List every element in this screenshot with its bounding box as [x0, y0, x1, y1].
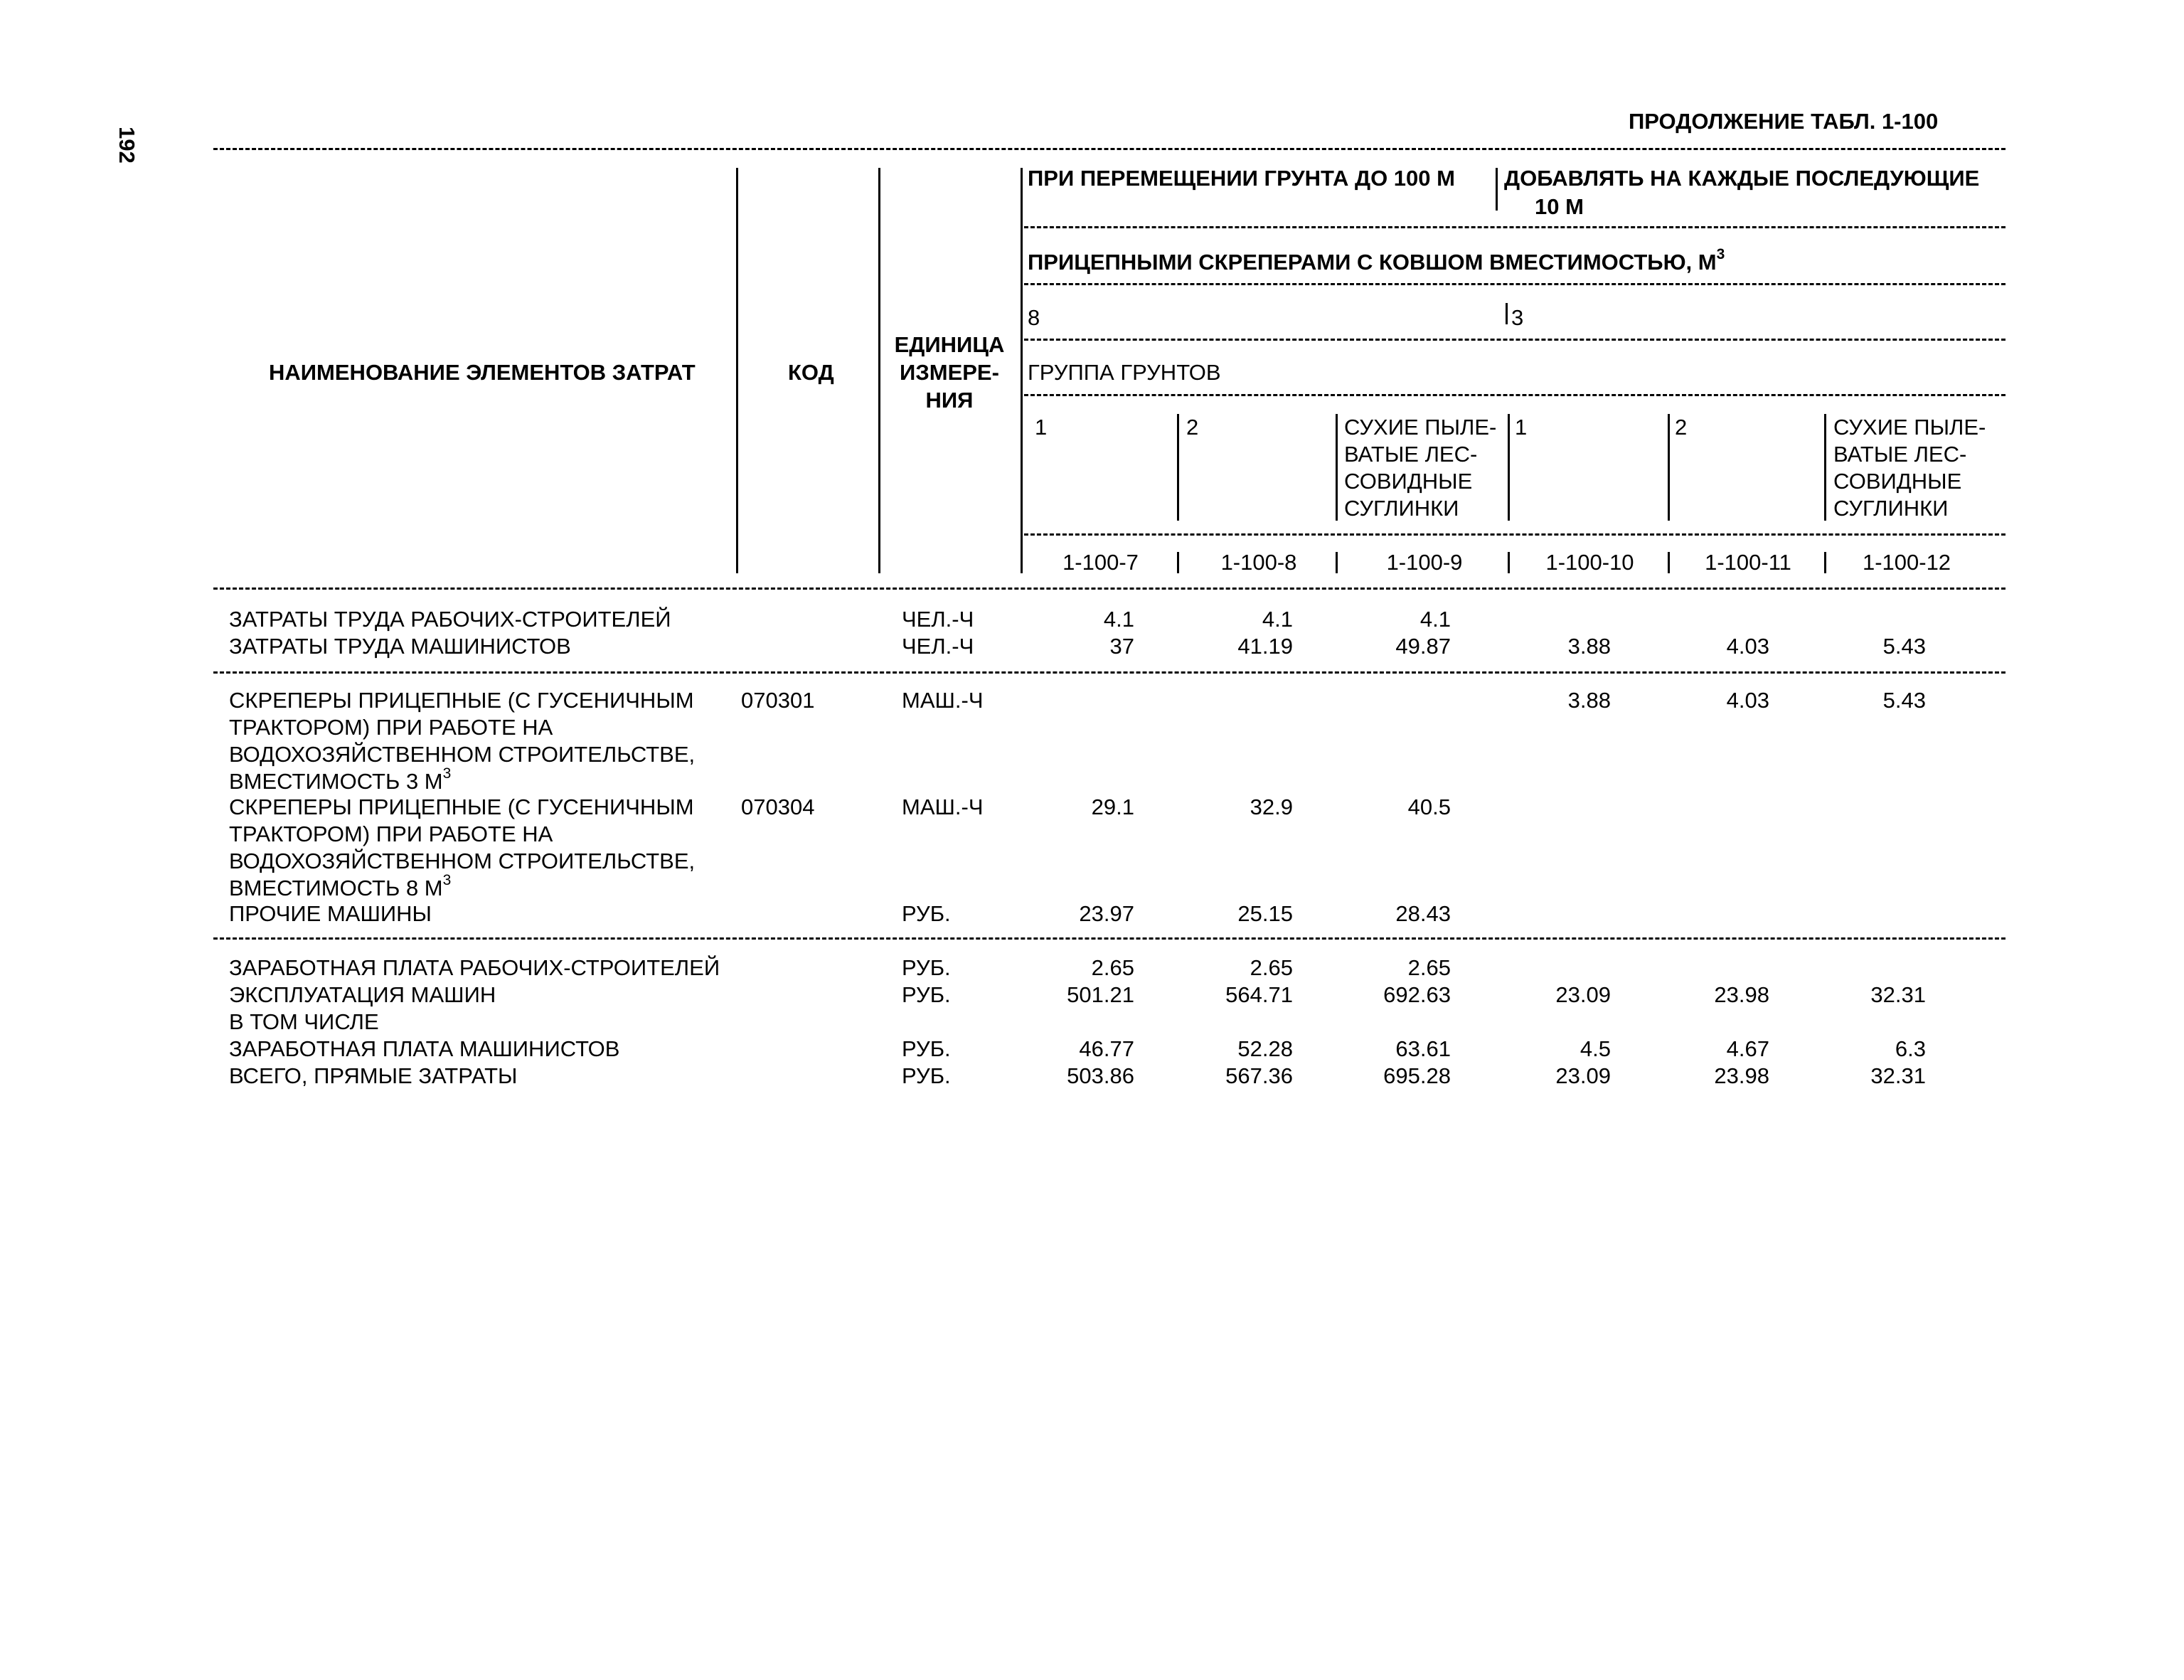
soil-sep-4 — [1668, 414, 1670, 521]
header-rule-4 — [1024, 394, 2005, 396]
row-code: 070301 — [741, 688, 815, 713]
code-sep-2 — [1336, 552, 1338, 573]
row-name-line: ЗАРАБОТНАЯ ПЛАТА МАШИНИСТОВ — [229, 1036, 620, 1061]
row-value: 695.28 — [1383, 1063, 1451, 1088]
row-value: 4.1 — [1262, 607, 1293, 632]
soil-group-3-line1: СУХИЕ ПЫЛЕ- — [1344, 415, 1497, 440]
col-sep-name — [736, 168, 738, 573]
row-value: 25.15 — [1237, 901, 1293, 926]
row-value: 32.31 — [1870, 982, 1926, 1007]
row-value: 4.5 — [1580, 1036, 1611, 1061]
row-value: 3.88 — [1567, 688, 1611, 713]
soil-group-3-line3: СОВИДНЫЕ — [1344, 469, 1473, 494]
row-value: 29.1 — [1091, 794, 1134, 819]
code-sep-5 — [1824, 552, 1826, 573]
row-value: 32.31 — [1870, 1063, 1926, 1088]
row-value: 23.98 — [1714, 1063, 1769, 1088]
soil-group-6-line1: СУХИЕ ПЫЛЕ- — [1833, 415, 1986, 440]
norm-code-6: 1-100-12 — [1862, 550, 1951, 575]
header-code-col: КОД — [788, 360, 834, 385]
header-bottom-rule — [213, 588, 2005, 590]
soil-group-6-line3: СОВИДНЫЕ — [1833, 469, 1962, 494]
row-value: 2.65 — [1250, 955, 1293, 980]
row-value: 52.28 — [1237, 1036, 1293, 1061]
row-unit: ЧЕЛ.-Ч — [902, 607, 974, 632]
code-sep-3 — [1508, 552, 1510, 573]
row-value: 2.65 — [1407, 955, 1451, 980]
row-value: 37 — [1109, 634, 1134, 659]
header-unit-col-1: ЕДИНИЦА — [894, 332, 1005, 357]
row-name-line: ТРАКТОРОМ) ПРИ РАБОТЕ НА — [229, 822, 553, 846]
soil-group-2: 2 — [1186, 415, 1199, 440]
group-sep-top — [1496, 168, 1498, 211]
code-sep-1 — [1177, 552, 1179, 573]
row-value: 23.09 — [1555, 1063, 1611, 1088]
soil-sep-2 — [1336, 414, 1338, 521]
row-unit: РУБ. — [902, 901, 951, 926]
row-name-line: ЗАРАБОТНАЯ ПЛАТА РАБОЧИХ-СТРОИТЕЛЕЙ — [229, 955, 720, 980]
row-name-sup: 3 — [442, 765, 452, 782]
continuation-title: ПРОДОЛЖЕНИЕ ТАБЛ. 1-100 — [1629, 109, 1939, 134]
norm-code-1: 1-100-7 — [1062, 550, 1139, 575]
row-value: 23.09 — [1555, 982, 1611, 1007]
top-rule — [213, 148, 2005, 150]
header-rule-3 — [1024, 339, 2005, 341]
header-scrapers — [1028, 245, 1725, 276]
row-value: 3.88 — [1567, 634, 1611, 659]
row-value: 49.87 — [1395, 634, 1451, 659]
header-rule-1 — [1024, 226, 2005, 228]
row-name-line: ВМЕСТИМОСТЬ 3 $М^3$ — [229, 765, 452, 794]
soil-group-3-line4: СУГЛИНКИ — [1344, 496, 1459, 521]
row-value: 4.03 — [1726, 688, 1769, 713]
row-value: 28.43 — [1395, 901, 1451, 926]
header-group-b-2: 10 М — [1535, 194, 1584, 219]
soil-sep-1 — [1177, 414, 1179, 521]
row-value: 501.21 — [1067, 982, 1134, 1007]
soil-sep-5 — [1824, 414, 1826, 521]
col-sep-code — [878, 168, 880, 573]
row-code: 070304 — [741, 794, 815, 819]
header-soil-group-label: ГРУППА ГРУНТОВ — [1028, 360, 1221, 385]
norm-code-3: 1-100-9 — [1386, 550, 1463, 575]
row-unit: РУБ. — [902, 1063, 951, 1088]
header-unit-col-2: ИЗМЕРЕ- — [900, 360, 999, 385]
row-name-line: ПРОЧИЕ МАШИНЫ — [229, 901, 432, 926]
row-unit: МАШ.-Ч — [902, 688, 984, 713]
row-name-line: ВМЕСТИМОСТЬ 8 $М^3$ — [229, 871, 452, 900]
row-value: 4.03 — [1726, 634, 1769, 659]
section-rule-2 — [213, 937, 2005, 940]
row-value: 6.3 — [1895, 1036, 1926, 1061]
row-unit: РУБ. — [902, 1036, 951, 1061]
soil-group-6-line4: СУГЛИНКИ — [1833, 496, 1949, 521]
row-name-line: ЗАТРАТЫ ТРУДА МАШИНИСТОВ — [229, 634, 571, 659]
norm-code-5: 1-100-11 — [1705, 550, 1791, 575]
row-value: 2.65 — [1091, 955, 1134, 980]
row-name-line: ЗАТРАТЫ ТРУДА РАБОЧИХ-СТРОИТЕЛЕЙ — [229, 607, 671, 632]
header-name-col: НАИМЕНОВАНИЕ ЭЛЕМЕНТОВ ЗАТРАТ — [269, 360, 696, 385]
row-value: 567.36 — [1225, 1063, 1293, 1088]
row-name-line: ВОДОХОЗЯЙСТВЕННОМ СТРОИТЕЛЬСТВЕ, — [229, 849, 696, 873]
soil-group-6-line2: ВАТЫЕ ЛЕС- — [1833, 442, 1967, 467]
section-rule-1 — [213, 671, 2005, 674]
row-name-line: В ТОМ ЧИСЛЕ — [229, 1009, 379, 1034]
soil-group-3-line2: ВАТЫЕ ЛЕС- — [1344, 442, 1478, 467]
header-group-a: ПРИ ПЕРЕМЕЩЕНИИ ГРУНТА ДО 100 М — [1028, 166, 1455, 191]
soil-group-4: 1 — [1515, 415, 1528, 440]
row-value: 46.77 — [1079, 1036, 1134, 1061]
row-value: 692.63 — [1383, 982, 1451, 1007]
header-rule-2 — [1024, 283, 2005, 285]
row-value: 32.9 — [1250, 794, 1293, 819]
header-capacity-a: 8 — [1028, 305, 1040, 330]
row-unit: МАШ.-Ч — [902, 794, 984, 819]
row-value: 5.43 — [1882, 634, 1926, 659]
row-name-sup: 3 — [442, 871, 452, 888]
header-rule-5 — [1024, 533, 2005, 536]
page-number: 192 — [114, 127, 139, 164]
row-value: 4.1 — [1103, 607, 1134, 632]
header-group-b-1: ДОБАВЛЯТЬ НА КАЖДЫЕ ПОСЛЕДУЮЩИЕ — [1504, 166, 1980, 191]
soil-group-5: 2 — [1675, 415, 1688, 440]
col-sep-unit — [1021, 168, 1023, 573]
code-sep-4 — [1668, 552, 1670, 573]
row-name-line: ЭКСПЛУАТАЦИЯ МАШИН — [229, 982, 496, 1007]
row-unit: РУБ. — [902, 982, 951, 1007]
row-value: 63.61 — [1395, 1036, 1451, 1061]
row-value: 23.97 — [1079, 901, 1134, 926]
row-value: 4.67 — [1726, 1036, 1769, 1061]
header-capacity-b: 3 — [1511, 305, 1524, 330]
header-scrapers-label: ПРИЦЕПНЫМИ СКРЕПЕРАМИ С КОВШОМ ВМЕСТИМОСТЬЮ, М — [1028, 250, 1717, 275]
row-value: 564.71 — [1225, 982, 1293, 1007]
soil-sep-3 — [1508, 414, 1510, 521]
norm-code-4: 1-100-10 — [1545, 550, 1634, 575]
row-value: 41.19 — [1237, 634, 1293, 659]
row-name-line: СКРЕПЕРЫ ПРИЦЕПНЫЕ (С ГУСЕНИЧНЫМ — [229, 794, 694, 819]
capacity-sep — [1506, 303, 1508, 324]
row-unit: РУБ. — [902, 955, 951, 980]
row-unit: ЧЕЛ.-Ч — [902, 634, 974, 659]
row-name-line: ТРАКТОРОМ) ПРИ РАБОТЕ НА — [229, 715, 553, 740]
norm-code-2: 1-100-8 — [1220, 550, 1297, 575]
row-value: 40.5 — [1407, 794, 1451, 819]
row-name-line: СКРЕПЕРЫ ПРИЦЕПНЫЕ (С ГУСЕНИЧНЫМ — [229, 688, 694, 713]
row-value: 5.43 — [1882, 688, 1926, 713]
row-value: 23.98 — [1714, 982, 1769, 1007]
header-scrapers-sup: 3 — [1716, 245, 1725, 262]
row-value: 4.1 — [1419, 607, 1451, 632]
header-unit-col-3: НИЯ — [925, 388, 974, 413]
row-name-line: ВСЕГО, ПРЯМЫЕ ЗАТРАТЫ — [229, 1063, 518, 1088]
row-value: 503.86 — [1067, 1063, 1134, 1088]
row-name-line: ВОДОХОЗЯЙСТВЕННОМ СТРОИТЕЛЬСТВЕ, — [229, 742, 696, 767]
soil-group-1: 1 — [1035, 415, 1048, 440]
